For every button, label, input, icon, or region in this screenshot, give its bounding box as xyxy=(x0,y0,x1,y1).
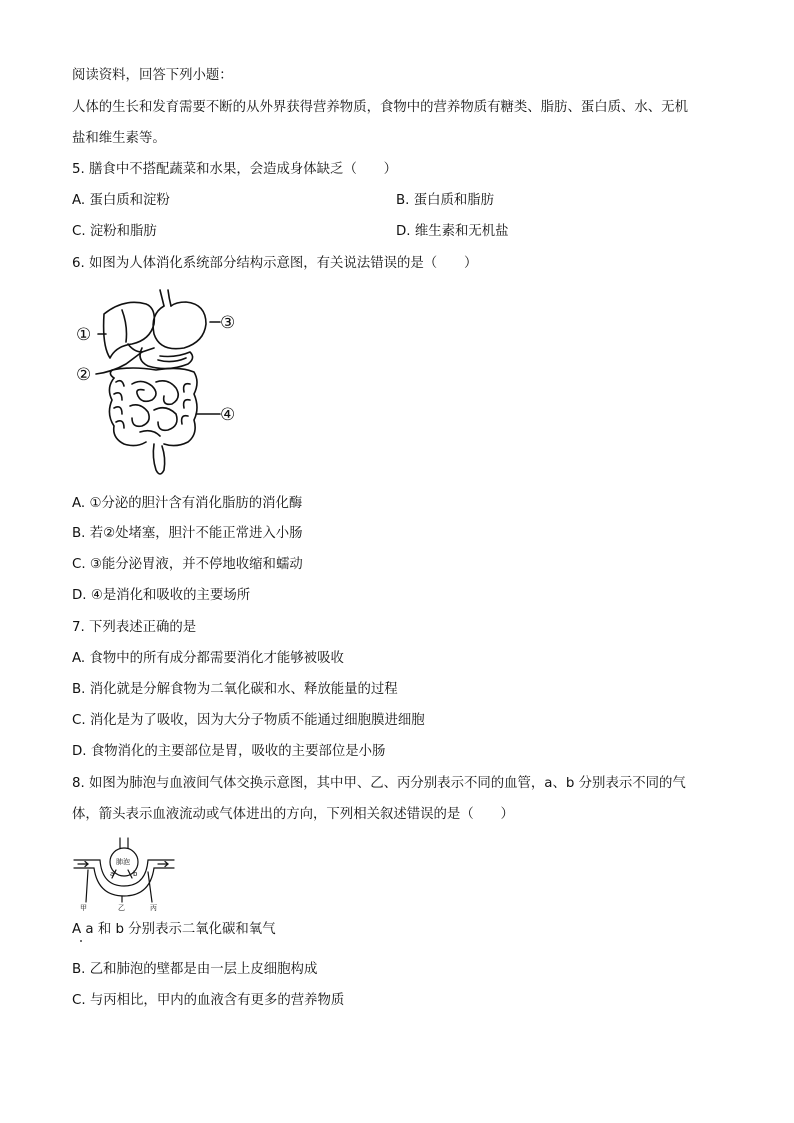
q7-option-b: B. 消化就是分解食物为二氧化碳和水、释放能量的过程 xyxy=(72,682,398,697)
q6-label-4: ④ xyxy=(220,405,236,425)
digestive-system-figure xyxy=(72,286,242,482)
q8-fig-gas-b: b xyxy=(133,870,138,878)
intro-heading: 阅读资料，回答下列小题： xyxy=(72,68,233,83)
q6-label-1: ① xyxy=(76,325,92,345)
q8-option-b: B. 乙和肺泡的壁都是由一层上皮细胞构成 xyxy=(72,962,318,977)
q8-fig-alveolus-label: 肺泡 xyxy=(116,858,130,866)
q7-stem: 7. 下列表述正确的是 xyxy=(72,620,197,635)
q6-label-2: ② xyxy=(76,365,92,385)
q6-stem: 6. 如图为人体消化系统部分结构示意图，有关说法错误的是（ ） xyxy=(72,256,478,271)
q6-option-b: B. 若②处堵塞，胆汁不能正常进入小肠 xyxy=(72,526,303,541)
q8-fig-vessel-bing: 丙 xyxy=(150,904,157,912)
q5-option-d: D. 维生素和无机盐 xyxy=(396,224,509,239)
q8-stem-line1: 8. 如图为肺泡与血液间气体交换示意图，其中甲、乙、丙分别表示不同的血管，a、b 分别表示不同的气 xyxy=(72,776,686,791)
intro-paragraph-line2: 盐和维生素等。 xyxy=(72,131,166,146)
q8-option-c: C. 与丙相比，甲内的血液含有更多的营养物质 xyxy=(72,993,345,1008)
q6-option-a: A. ①分泌的胆汁含有消化脂肪的消化酶 xyxy=(72,496,303,511)
q8-fig-gas-a: a xyxy=(110,870,115,878)
q7-option-a: A. 食物中的所有成分都需要消化才能够被吸收 xyxy=(72,651,344,666)
q8-fig-vessel-yi: 乙 xyxy=(118,904,125,912)
q8-stem-line2: 体，箭头表示血液流动或气体进出的方向，下列相关叙述错误的是（ ） xyxy=(72,807,514,822)
option-a-dot xyxy=(80,940,82,942)
q8-fig-vessel-jia: 甲 xyxy=(80,904,87,912)
q6-option-c: C. ③能分泌胃液，并不停地收缩和蠕动 xyxy=(72,557,303,572)
q5-option-a: A. 蛋白质和淀粉 xyxy=(72,193,170,208)
q6-label-3: ③ xyxy=(220,313,236,333)
alveolus-gas-exchange-figure xyxy=(72,836,176,912)
q6-option-d: D. ④是消化和吸收的主要场所 xyxy=(72,588,251,603)
q5-stem: 5. 膳食中不搭配蔬菜和水果，会造成身体缺乏（ ） xyxy=(72,162,398,177)
q7-option-c: C. 消化是为了吸收，因为大分子物质不能通过细胞膜进细胞 xyxy=(72,713,425,728)
q5-option-b: B. 蛋白质和脂肪 xyxy=(396,193,495,208)
intro-paragraph-line1: 人体的生长和发育需要不断的从外界获得营养物质，食物中的营养物质有糖类、脂肪、蛋白质、水、无机 xyxy=(72,100,688,115)
q7-option-d: D. 食物消化的主要部位是胃，吸收的主要部位是小肠 xyxy=(72,744,386,759)
q5-option-c: C. 淀粉和脂肪 xyxy=(72,224,157,239)
q8-option-a: A a 和 b 分别表示二氧化碳和氧气 xyxy=(72,922,276,937)
